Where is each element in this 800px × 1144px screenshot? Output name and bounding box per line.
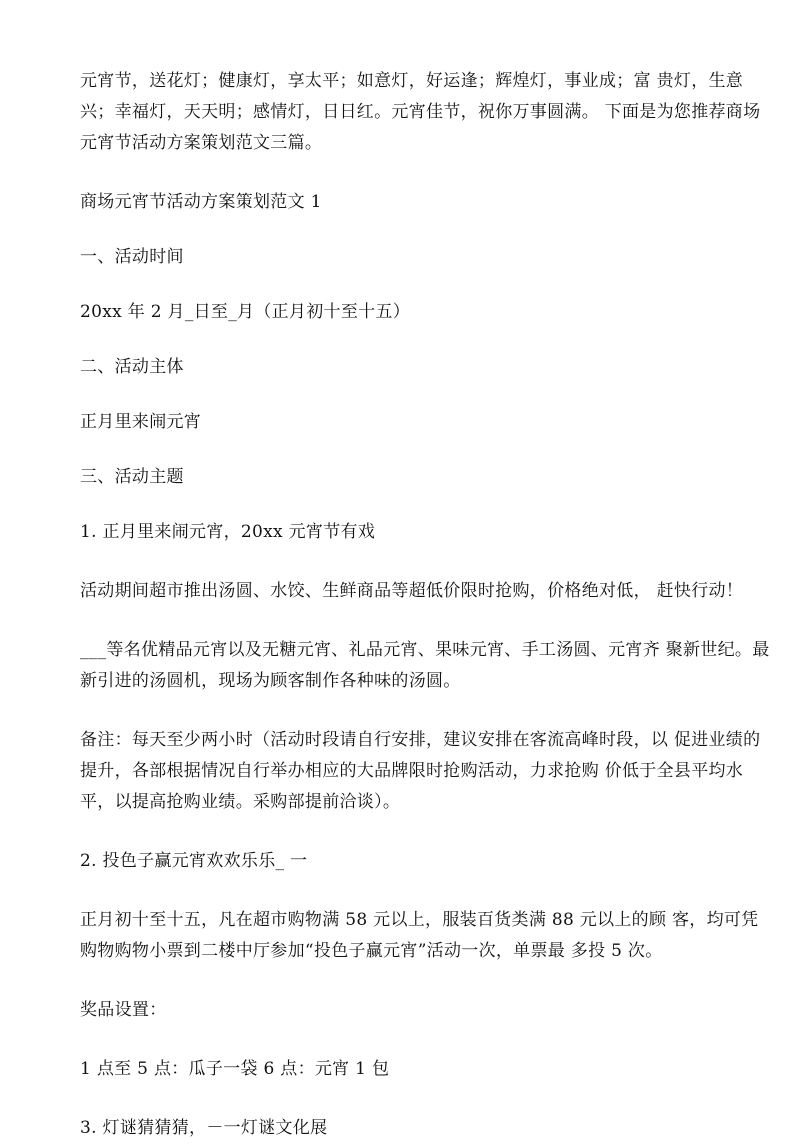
activity-subject-value: 正月里来闹元宵 bbox=[80, 412, 202, 432]
intro-paragraph: 元宵节，送花灯；健康灯，享太平；如意灯，好运逢；辉煌灯，事业成；富 贵灯，生意兴；幸福灯，天天明；感情灯，日日红。元宵佳节，祝你万事圆满。 下面是为您推荐商场元宵节活动方案策划范文三篇。 bbox=[80, 71, 761, 153]
heading-prizes: 奖品设置： bbox=[80, 1000, 167, 1020]
prizes-value: 1 点至 5 点：瓜子一袋 6 点：元宵 1 包 bbox=[80, 1059, 390, 1079]
paragraph-products: ___等名优精品元宵以及无糖元宵、礼品元宵、果味元宵、手工汤圆、元宵齐 聚新世纪。最新引进的汤圆机，现场为顾客制作各种味的汤圆。 bbox=[80, 640, 770, 691]
heading-activity-subject: 二、活动主体 bbox=[80, 357, 184, 377]
theme-item-2: 2. 投色子赢元宵欢欢乐乐_ 一 bbox=[80, 851, 308, 871]
paragraph-dice-rules: 正月初十至十五，凡在超市购物满 58 元以上，服装百货类满 88 元以上的顾 客，均可凭购物购物小票到二楼中厅参加“投色子赢元宵”活动一次，单票最 多投 5 次。 bbox=[80, 910, 759, 961]
paragraph-promotion: 活动期间超市推出汤圆、水饺、生鲜商品等超低价限时抢购，价格绝对低， 赶快行动！ bbox=[80, 581, 744, 601]
paragraph-note: 备注：每天至少两小时（活动时段请自行安排，建议安排在客流高峰时段，以 促进业绩的提升，各部根据情况自行举办相应的大品牌限时抢购活动，力求抢购 价低于全县平均水平，以提高抢购业绩。采购部提前洽谈）。 bbox=[80, 730, 761, 812]
heading-activity-theme: 三、活动主题 bbox=[80, 467, 184, 487]
theme-item-1: 1. 正月里来闹元宵，20xx 元宵节有戏 bbox=[80, 522, 376, 542]
heading-activity-time: 一、活动时间 bbox=[80, 247, 184, 267]
section-title: 商场元宵节活动方案策划范文 1 bbox=[80, 192, 322, 212]
activity-time-value: 20xx 年 2 月_日至_月（正月初十至十五） bbox=[80, 302, 411, 322]
theme-item-3: 3. 灯谜猜猜猜，－一灯谜文化展 bbox=[80, 1118, 328, 1138]
